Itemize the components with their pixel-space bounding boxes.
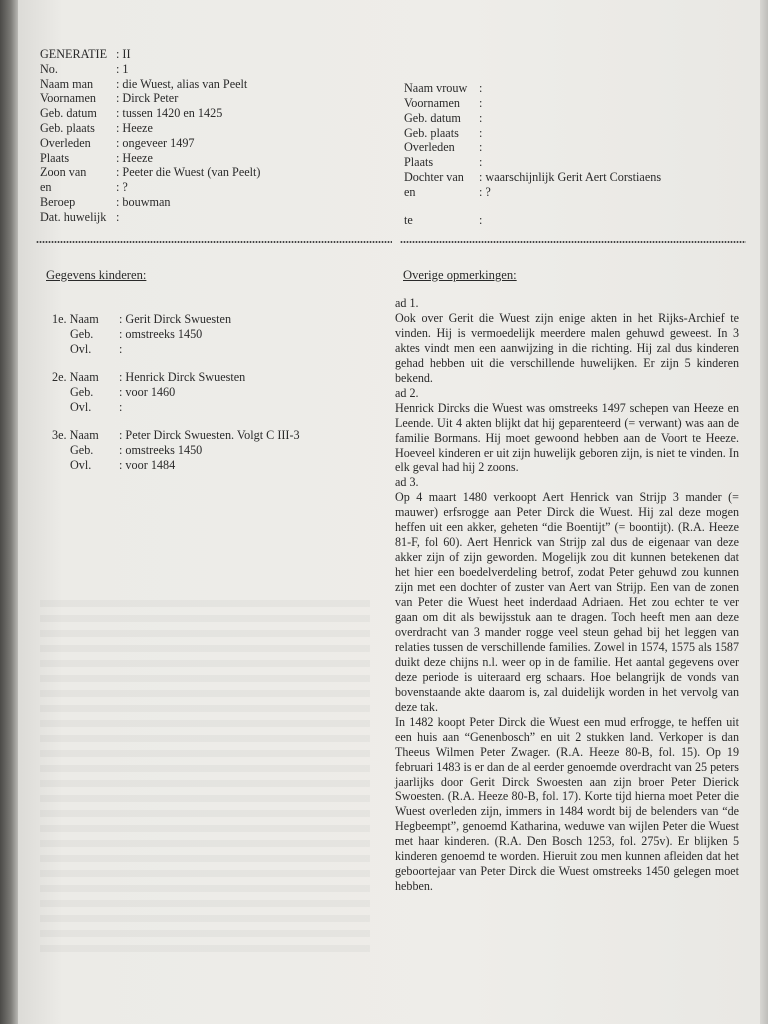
man-field-label: Naam man xyxy=(40,76,94,91)
woman-field-value: : ? xyxy=(479,184,491,199)
remark-paragraph: ad 3. xyxy=(395,475,419,490)
child-field-label: Geb. xyxy=(70,443,94,457)
man-field-value: : II xyxy=(116,47,131,61)
man-field-label: Zoon van xyxy=(40,165,87,180)
child-field-row xyxy=(52,428,372,443)
child-field-value: : Henrick Dirck Swuesten xyxy=(119,370,246,384)
man-field-label: Dat. huwelijk xyxy=(40,209,107,224)
man-field-label: GENERATIE xyxy=(40,47,108,61)
child-field-value: : xyxy=(119,342,123,356)
man-field-label: Voornamen xyxy=(40,91,96,106)
child-entry xyxy=(52,370,372,415)
remarks-heading: Overige opmerkingen: xyxy=(403,268,517,282)
child-field-row xyxy=(52,342,372,357)
remark-paragraph: ad 2. xyxy=(395,385,419,400)
child-entry xyxy=(52,428,372,473)
child-field-label: Ovl. xyxy=(70,458,92,472)
woman-field-label: Plaats xyxy=(404,155,434,170)
man-field-value: : Peeter die Wuest (van Peelt) xyxy=(116,165,261,180)
child-field-value: : Peter Dirck Swuesten. Volgt C III-3 xyxy=(119,428,300,442)
woman-field-value: : xyxy=(479,140,483,155)
woman-field-label: en xyxy=(404,184,416,199)
child-field-row xyxy=(52,370,372,385)
child-field-row xyxy=(52,443,372,458)
separator-left xyxy=(36,240,392,244)
separator-right xyxy=(400,240,746,244)
child-field-label: Ovl. xyxy=(70,400,92,414)
man-field-value: : tussen 1420 en 1425 xyxy=(116,106,223,121)
child-field-value: : voor 1460 xyxy=(119,385,176,399)
man-field-value: : Heeze xyxy=(116,150,153,165)
child-field-label: Geb. xyxy=(70,385,94,399)
child-field-label: Geb. xyxy=(70,327,94,341)
child-field-row xyxy=(52,400,372,415)
page-edge xyxy=(760,0,768,1024)
child-field-value: : omstreeks 1450 xyxy=(119,327,203,341)
woman-field-value: : xyxy=(479,213,483,227)
child-field-row xyxy=(52,327,372,342)
man-field-value: : bouwman xyxy=(116,195,171,209)
man-field-value: : 1 xyxy=(116,61,129,76)
children-heading: Gegevens kinderen: xyxy=(46,268,147,282)
woman-field-label: Geb. plaats xyxy=(404,125,459,140)
woman-field-label: Voornamen xyxy=(404,96,460,110)
child-field-label: 2e. Naam xyxy=(52,370,99,384)
woman-field-value: : xyxy=(479,81,483,95)
man-field-label: en xyxy=(40,180,52,195)
woman-field-value: : xyxy=(479,125,483,140)
woman-field-label: Overleden xyxy=(404,140,455,155)
show-through-left xyxy=(40,600,370,960)
man-field-label: Beroep xyxy=(40,195,76,209)
man-field-label: Geb. datum xyxy=(40,106,97,121)
man-field-value: : Dirck Peter xyxy=(116,91,179,106)
remarks-body xyxy=(395,296,739,894)
child-field-label: Ovl. xyxy=(70,342,92,356)
child-entry xyxy=(52,312,372,357)
man-field-value: : ongeveer 1497 xyxy=(116,135,195,150)
child-field-row xyxy=(52,385,372,400)
woman-field-value: : waarschijnlijk Gerit Aert Corstiaens xyxy=(479,170,662,184)
child-field-value: : omstreeks 1450 xyxy=(119,443,203,457)
woman-field-value: : xyxy=(479,96,483,110)
remark-paragraph: Op 4 maart 1480 verkoopt Aert Henrick van Strijp 3 mander (= mauwer) erfsrogge aan Peter Dirck die Wuest. Hij zal deze mogen heffen uit een akker, geheten “die Boentijt” (= boontijt). (R.A. Heeze 81-F, fol 60). Aert Henrick van Strijp zal dus de eigenaar van deze akker zijn of zijn geworden. Mogelijk zou dit kunnen betekenen dat het hier een boedelverdeling betrof, zodat Peter gehuwd zou kunnen zijn met een dochter of zuster van Aert van Strijp. Een van de zonen van Peter die Wuest heet inderdaad Adriaen. Het zou echter te ver gaan om dit als bewijsstuk aan te dragen. Toch heeft men aan deze overdracht van 3 mander rogge veel steun gehad bij het leggen van relaties tussen de verschillende families. Zowel in 1574, 1575 als 1587 duikt deze chijns n.l. weer op in de familie. Het aantal gegevens over deze periode is uiteraard erg schaars. Hoe belangrijk de vonds van bovenstaande akte daarom is, zal duidelijk worden in het vervolg van deze tak. xyxy=(395,490,739,714)
remark-paragraph: Henrick Dircks die Wuest was omstreeks 1497 schepen van Heeze en Leende. Uit 4 akten blijkt dat hij geparenteerd (= verwant) was aan de familie Bormans. Hij moet gewoond hebben aan de Voort te Heeze. Hoeveel kinderen er uit zijn huwelijk geboren zijn, is niet te vinden. In elk geval had hij 2 zoons. xyxy=(395,400,739,475)
child-field-label: 1e. Naam xyxy=(52,312,99,326)
remark-paragraph: ad 1. xyxy=(395,296,419,310)
man-field-label: Geb. plaats xyxy=(40,121,95,135)
book-spine xyxy=(0,0,18,1024)
man-field-value: : die Wuest, alias van Peelt xyxy=(116,76,248,91)
woman-field-label: Geb. datum xyxy=(404,110,461,125)
child-field-row xyxy=(52,458,372,473)
man-field-value: : ? xyxy=(116,180,128,195)
man-field-label: Overleden xyxy=(40,135,91,150)
woman-field-label: Naam vrouw xyxy=(404,81,468,95)
woman-field-value: : xyxy=(479,110,483,125)
man-field-label: No. xyxy=(40,61,58,76)
child-field-value: : xyxy=(119,400,123,414)
child-field-label: 3e. Naam xyxy=(52,428,99,442)
woman-field-label: Dochter van xyxy=(404,170,464,184)
man-field-value: : Heeze xyxy=(116,121,153,135)
man-field-label: Plaats xyxy=(40,150,70,165)
man-field-value: : xyxy=(116,209,120,224)
child-field-value: : voor 1484 xyxy=(119,458,176,472)
woman-field-value: : xyxy=(479,155,483,170)
remark-paragraph: In 1482 koopt Peter Dirck die Wuest een mud erfrogge, te heffen uit een huis aan “Genenbosch” en uit 2 stukken land. Verkoper is dan Theeus Wilmen Peter Zwager. (R.A. Heeze 80-B, fol. 15). Op 19 februari 1483 is er dan de al eerder genoemde overdracht van 25 peters jaarlijks door Gerit Dirck Swoesten aan zijn broer Peter Dierick Swoesten. (R.A. Heeze 80-B, fol. 17). Korte tijd hierna moet Peter die Wuest overleden zijn, immers in 1484 wordt bij de belenders van “de Hegbeempt”, genoemd Katharina, weduwe van wijlen Peter die Wuest met haar kinderen. (R.A. Den Bosch 1253, fol. 275v). Er blijken 5 kinderen genoemd te worden. Hieruit zou men kunnen afleiden dat het geboortejaar van Peter Dirck die Wuest omstreeks 1450 gelegen moet hebben. xyxy=(395,714,739,894)
child-field-row xyxy=(52,312,372,327)
child-field-value: : Gerit Dirck Swuesten xyxy=(119,312,232,326)
woman-field-label: te xyxy=(404,213,413,227)
remark-paragraph: Ook over Gerit die Wuest zijn enige akten in het Rijks-Archief te vinden. Hij is vermoedelijk meerdere malen gehuwd geweest. In 3 aktes vindt men een aanwijzing in die richting. Hij zal dus kinderen gehad hebben uit die verschillende huwelijken. Er zijn 5 kinderen bekend. xyxy=(395,310,739,385)
